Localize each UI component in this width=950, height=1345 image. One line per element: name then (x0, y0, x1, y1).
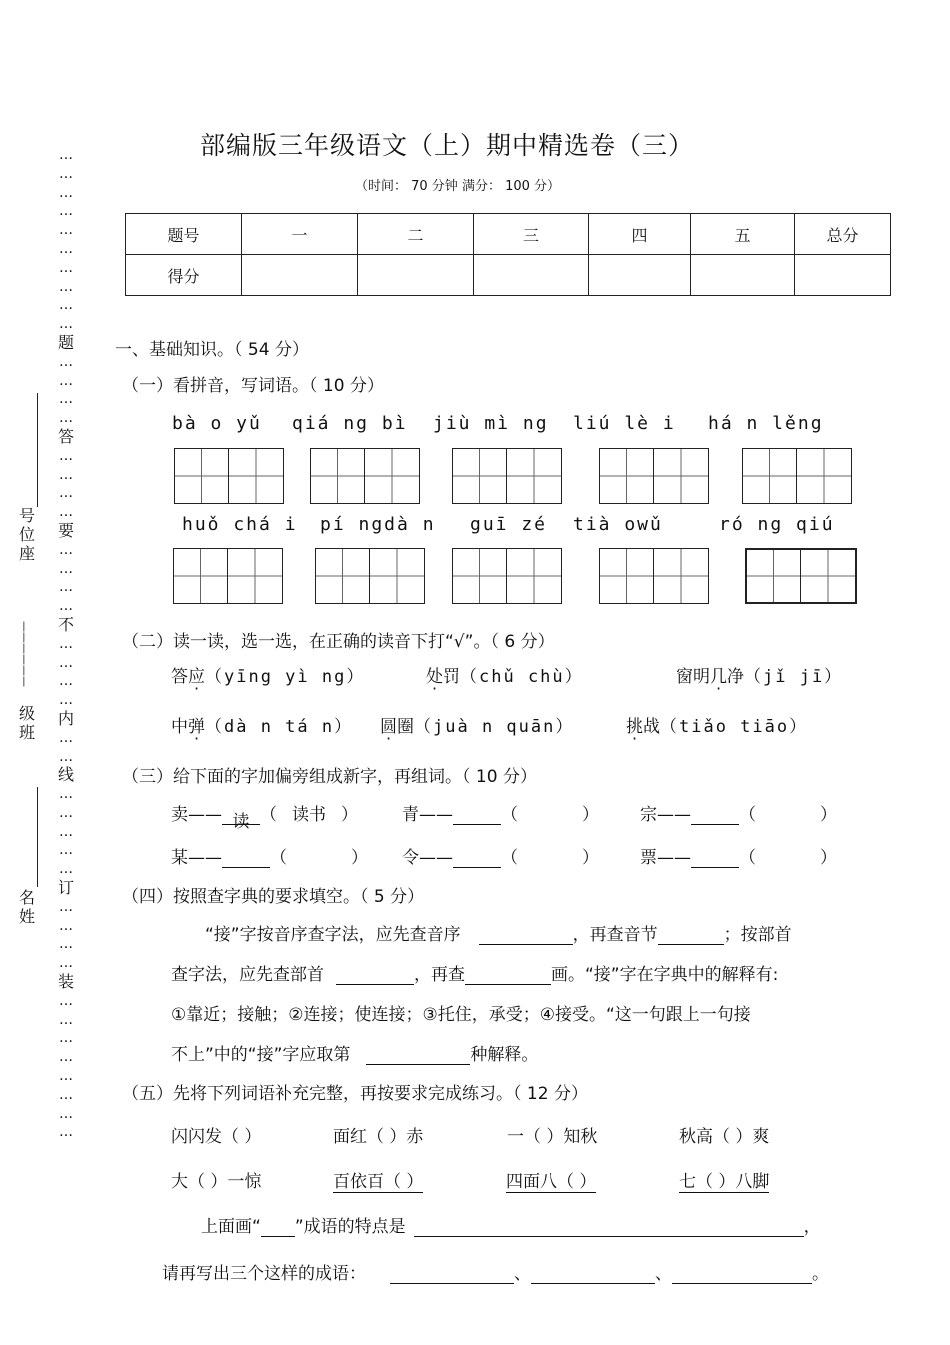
pinyin: há n lěng (708, 413, 824, 434)
answer-blank[interactable] (390, 1266, 514, 1284)
score-input-cell[interactable] (358, 255, 474, 296)
answer-blank[interactable] (336, 967, 414, 985)
dotted-char: 圆 (380, 717, 397, 737)
binding-dot: … (59, 560, 73, 577)
binding-dot: … (59, 278, 73, 295)
text: 不上”中的“接”字应取第 (171, 1045, 351, 1065)
dotted-char: 挑 (626, 717, 643, 737)
table-cell: 一 (242, 214, 358, 255)
answer-blank[interactable] (453, 850, 501, 868)
binding-dot: … (59, 353, 73, 370)
pinyin-options[interactable]: （chǔ chù） (460, 667, 584, 687)
binding-dot: … (59, 240, 73, 257)
table-cell: 四 (589, 214, 691, 255)
binding-dot: … (59, 184, 73, 201)
answer-blank[interactable] (691, 807, 739, 825)
binding-word: 订 (58, 878, 75, 898)
answer-blank[interactable] (414, 1219, 804, 1237)
score-input-cell[interactable] (589, 255, 691, 296)
grid-cell[interactable] (453, 549, 507, 603)
radical-item[interactable]: 卖—— 读 （ 读书 ） (171, 800, 358, 825)
binding-dot: … (59, 598, 73, 615)
binding-dot: … (59, 992, 73, 1009)
binding-word: 题 (58, 332, 75, 352)
binding-word: 不 (58, 614, 75, 634)
binding-dot: … (59, 1068, 73, 1085)
idiom-underlined[interactable]: 四面八（ ） (506, 1167, 596, 1193)
table-cell: 总分 (795, 214, 891, 255)
binding-word: 答 (58, 426, 75, 446)
binding-dot: … (59, 804, 73, 821)
pinyin: jiù mì ng (433, 413, 549, 434)
binding-dot: … (59, 447, 73, 464)
grid-cell[interactable] (743, 449, 797, 503)
grid-cell[interactable] (654, 549, 708, 603)
pinyin-options[interactable]: （jǐ jī） (744, 667, 844, 687)
idiom[interactable]: 闪闪发（ ） (171, 1127, 262, 1147)
table-cell: 五 (691, 214, 795, 255)
question-heading: （二）读一读，选一选，在正确的读音下打“√”。（ 6 分） (122, 632, 555, 652)
base-char: 票—— (640, 848, 691, 868)
binding-dot: … (59, 936, 73, 953)
name-label: 名 姓 (18, 888, 35, 926)
item-text: 战 (643, 717, 660, 737)
text: 。 (812, 1264, 829, 1284)
pinyin: huǒ chá i (182, 514, 298, 535)
writing-grid[interactable] (599, 448, 709, 504)
binding-line (37, 787, 38, 887)
dotted-char: 几 (710, 667, 727, 687)
binding-dot: … (59, 635, 73, 652)
grid-cell[interactable] (600, 449, 654, 503)
grid-cell[interactable] (316, 549, 370, 603)
answer-blank[interactable] (531, 1266, 655, 1284)
binding-dot: … (59, 259, 73, 276)
binding-dots (58, 146, 74, 1142)
item-text: 中 (171, 717, 188, 737)
more-idioms-line (162, 1259, 829, 1284)
text: “接”字按音序查字法，应先查音序 (205, 925, 461, 945)
choice-item[interactable] (676, 662, 843, 687)
pinyin: pí ngdà n (320, 514, 436, 535)
radical-item[interactable]: 某—— （ ） (171, 848, 368, 868)
answer-blank[interactable] (672, 1266, 812, 1284)
question-heading: （四）按照查字典的要求填空。（ 5 分） (122, 887, 425, 907)
exam-subtitle: （时间： 70 分钟 满分： 100 分） (355, 179, 561, 194)
binding-dot: … (59, 372, 73, 389)
text: 画。“接”字在字典中的解释有: (551, 965, 779, 985)
grid-cell[interactable] (174, 549, 228, 603)
text: 、 (655, 1264, 672, 1284)
text: 请再写出三个这样的成语： (162, 1264, 366, 1284)
base-char: 令—— (402, 848, 453, 868)
text: 种解释。 (470, 1045, 539, 1065)
text: ，再查 (414, 965, 465, 985)
exam-title: 部编版三年级语文（上）期中精选卷（三） (200, 131, 695, 160)
binding-dot: … (59, 786, 73, 803)
pinyin: ró ng qiú (719, 514, 835, 535)
answer-blank[interactable] (453, 807, 501, 825)
question-heading: （五）先将下列词语补充完整，再按要求完成练习。（ 12 分） (122, 1084, 588, 1104)
question-heading: （三）给下面的字加偏旁组成新字，再组词。（ 10 分） (122, 767, 537, 787)
binding-dot: … (59, 147, 73, 163)
dictionary-line (171, 1040, 538, 1065)
dotted-char: 处 (426, 667, 443, 687)
table-cell: 得分 (126, 255, 242, 296)
binding-dot: … (59, 692, 73, 709)
radical-item[interactable]: 宗—— （ ） (640, 805, 837, 825)
choice-item[interactable] (171, 662, 365, 687)
binding-dot: … (59, 579, 73, 596)
table-cell: 二 (358, 214, 474, 255)
text: 、 (514, 1264, 531, 1284)
grid-cell[interactable] (747, 550, 801, 602)
answer-blank[interactable] (465, 967, 551, 985)
grid-cell[interactable] (600, 549, 654, 603)
dictionary-line: ①靠近；接触；②连接；使连接；③托住，承受；④接受。“这一句跟上一句接 (171, 1005, 751, 1025)
answer-blank[interactable] (658, 927, 724, 945)
score-input-cell[interactable] (474, 255, 589, 296)
binding-dot: … (59, 222, 73, 239)
writing-grid[interactable] (315, 548, 425, 604)
idiom-feature-line (201, 1212, 821, 1237)
binding-dot: … (59, 1105, 73, 1122)
dictionary-line (205, 920, 792, 945)
writing-grid[interactable] (599, 548, 709, 604)
score-input-cell[interactable] (691, 255, 795, 296)
grid-cell[interactable] (370, 549, 424, 603)
question-heading: （一）看拼音，写词语。（ 10 分） (122, 376, 384, 396)
choice-item[interactable] (380, 712, 574, 737)
writing-grid[interactable] (745, 548, 857, 604)
grid-cell[interactable] (229, 449, 283, 503)
binding-dot: … (59, 1124, 73, 1141)
binding-dot: … (59, 1011, 73, 1028)
binding-dot: … (59, 955, 73, 972)
binding-dot: … (59, 297, 73, 314)
binding-dot: … (59, 1030, 73, 1047)
base-char: 宗—— (640, 805, 691, 825)
item-text: 窗明 (676, 667, 710, 687)
base-char: 卖—— (171, 805, 222, 825)
class-label: —————— 级 班 (18, 621, 35, 742)
binding-word: 内 (58, 708, 75, 728)
grid-cell[interactable] (311, 449, 365, 503)
writing-grid[interactable] (174, 448, 284, 504)
binding-dot: … (59, 917, 73, 934)
grid-cell[interactable] (507, 449, 561, 503)
binding-dot: … (59, 673, 73, 690)
score-table-row (126, 255, 891, 296)
pinyin: bà o yǔ (172, 413, 262, 434)
text: 上面画“ (201, 1217, 261, 1237)
table-cell: 三 (474, 214, 589, 255)
grid-cell[interactable] (654, 449, 708, 503)
idiom-underlined[interactable]: 百依百（ ） (333, 1167, 423, 1193)
score-table-header (126, 214, 891, 255)
radical-item[interactable]: 票—— （ ） (640, 848, 837, 868)
grid-cell[interactable] (801, 550, 855, 602)
binding-dot: … (59, 316, 73, 333)
radical-item[interactable]: 令—— （ ） (402, 848, 599, 868)
binding-dot: … (59, 203, 73, 220)
pinyin: liú lè i (573, 413, 676, 434)
grid-cell[interactable] (365, 449, 419, 503)
score-input-cell[interactable] (242, 255, 358, 296)
binding-dot: … (59, 654, 73, 671)
seat-label: 号 位 座 (18, 506, 35, 563)
grid-cell[interactable] (797, 449, 851, 503)
text: ，再查音节 (572, 925, 658, 945)
score-input-cell[interactable] (795, 255, 891, 296)
table-cell: 题号 (126, 214, 242, 255)
grid-cell[interactable] (507, 549, 561, 603)
writing-grid[interactable] (310, 448, 420, 504)
pinyin: guī zé (470, 514, 548, 535)
pinyin-options[interactable]: （juà n quān） (414, 717, 575, 737)
dotted-char: 弹 (188, 717, 205, 737)
item-text: 净 (727, 667, 744, 687)
binding-dot: … (59, 165, 73, 182)
idiom-underlined[interactable]: 七（ ）八脚 (679, 1167, 769, 1193)
answer-blank[interactable]: 读 (222, 807, 260, 825)
binding-dot: … (59, 410, 73, 427)
choice-item[interactable] (626, 712, 808, 737)
text: 查字法，应先查部首 (171, 965, 324, 985)
answer-blank[interactable] (691, 850, 739, 868)
binding-dot: … (59, 541, 73, 558)
text: ”成语的特点是 (294, 1217, 406, 1237)
idiom[interactable]: 大（ ）一惊 (171, 1172, 262, 1192)
text: ；按部首 (723, 925, 792, 945)
binding-dot: … (59, 1049, 73, 1066)
binding-dot: … (59, 861, 73, 878)
idiom[interactable]: 秋高（ ）爽 (679, 1127, 770, 1147)
binding-dot: … (59, 466, 73, 483)
binding-dot: … (59, 1086, 73, 1103)
section-heading: 一、基础知识。（ 54 分） (115, 340, 309, 360)
base-char: 青—— (402, 805, 453, 825)
writing-grid[interactable] (173, 548, 283, 604)
binding-word: 装 (58, 972, 75, 992)
pinyin-options[interactable]: （tiǎo tiāo） (660, 717, 809, 737)
answer-blank[interactable] (222, 850, 270, 868)
binding-dot: … (59, 823, 73, 840)
pinyin: tià owǔ (573, 514, 663, 535)
grid-cell[interactable] (453, 449, 507, 503)
binding-dot: … (59, 729, 73, 746)
binding-word: 线 (58, 765, 75, 785)
writing-grid[interactable] (452, 448, 562, 504)
radical-item[interactable]: 青—— （ ） (402, 805, 599, 825)
grid-cell[interactable] (228, 549, 282, 603)
dotted-char: 应 (188, 667, 205, 687)
binding-dot: … (59, 391, 73, 408)
item-text: 答 (171, 667, 188, 687)
answer-blank[interactable] (261, 1219, 295, 1237)
pinyin: qiá ng bì (292, 413, 408, 434)
writing-grid[interactable] (452, 548, 562, 604)
binding-dot: … (59, 748, 73, 765)
choice-item[interactable] (426, 662, 584, 687)
binding-line (37, 393, 38, 507)
answer-blank[interactable] (366, 1047, 470, 1065)
score-table (125, 213, 891, 296)
binding-dot: … (59, 898, 73, 915)
dictionary-line (171, 960, 778, 985)
binding-dot: … (59, 485, 73, 502)
binding-word: 要 (58, 520, 75, 540)
choice-item[interactable] (171, 712, 353, 737)
binding-dot: … (59, 842, 73, 859)
idiom[interactable]: 面红（ ）赤 (333, 1127, 424, 1147)
item-text: 罚 (443, 667, 460, 687)
idiom[interactable]: 一（ ）知秋 (507, 1127, 598, 1147)
text: ， (803, 1217, 821, 1237)
item-text: 圈 (397, 717, 414, 737)
answer-blank[interactable] (479, 927, 573, 945)
pinyin-options[interactable]: （dà n tá n） (205, 717, 354, 737)
grid-cell[interactable] (175, 449, 229, 503)
base-char: 某—— (171, 848, 222, 868)
pinyin-options[interactable]: （yīng yì ng） (205, 667, 366, 687)
writing-grid[interactable] (742, 448, 852, 504)
binding-dot: … (59, 504, 73, 521)
word-blank[interactable]: 读书 (292, 805, 326, 825)
